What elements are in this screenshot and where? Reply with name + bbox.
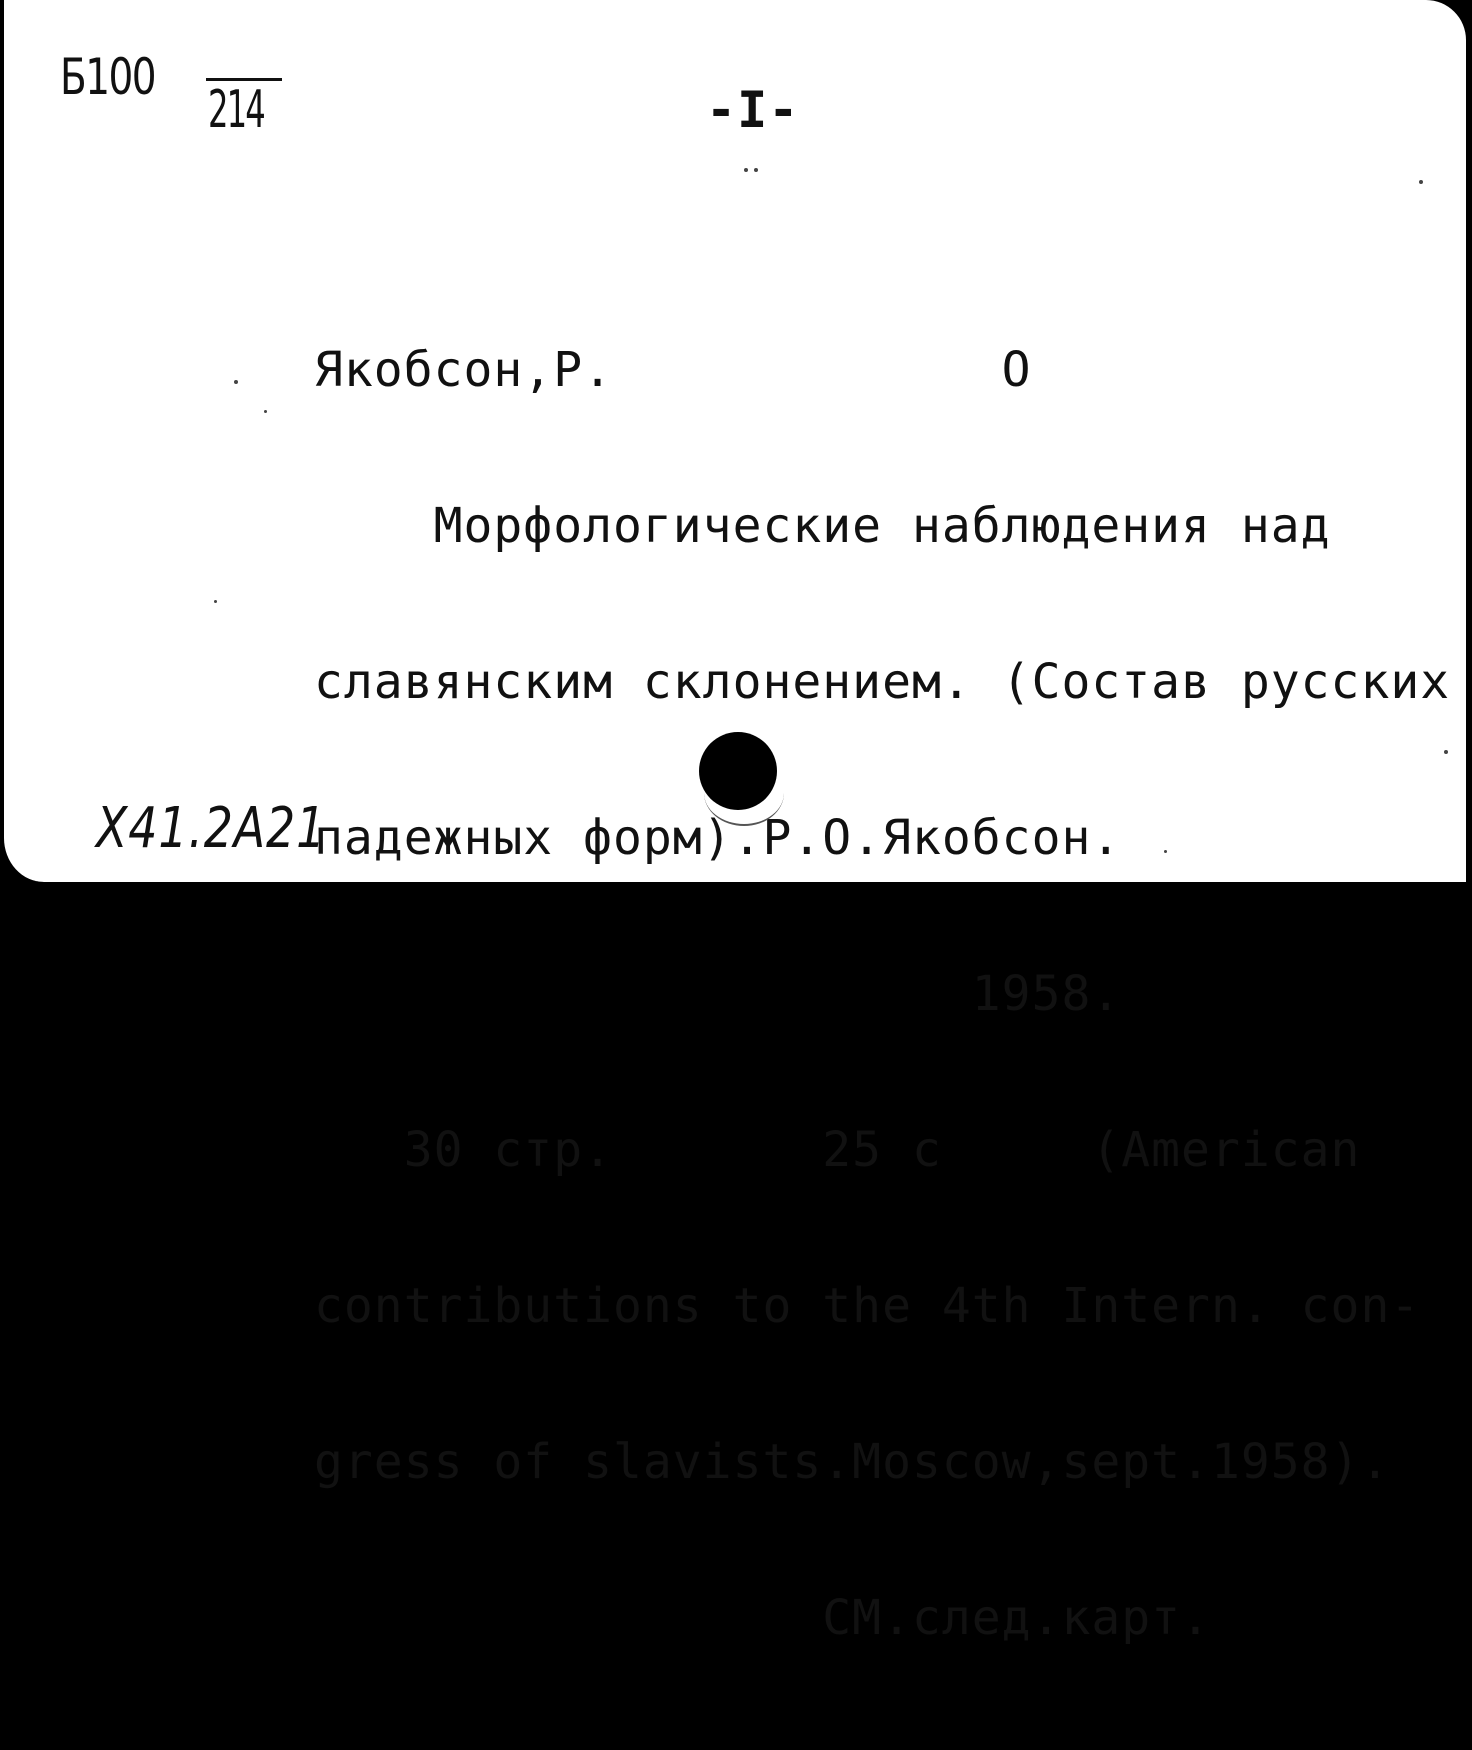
call-number-fraction <box>200 62 292 152</box>
scan-speck <box>234 380 238 384</box>
call-number-top: Б100 <box>60 48 155 106</box>
scan-speck <box>264 410 267 413</box>
punch-hole <box>699 732 777 810</box>
call-number-bottom: Х41.2А21 <box>96 796 327 861</box>
card-line-see-next: СМ.след.карт. <box>314 1590 1211 1646</box>
scan-speck <box>1444 750 1448 754</box>
scan-speck <box>1419 180 1423 184</box>
card-body <box>314 240 1450 1748</box>
card-line-pages: 30 стр. 25 с (American <box>314 1122 1361 1178</box>
card-line-title-1: Морфологические наблюдения над <box>314 498 1331 554</box>
card-line-year: 1958. <box>314 966 1122 1022</box>
scan-speck <box>214 600 217 603</box>
scan-speck <box>744 168 748 172</box>
page-number: -I- <box>706 81 800 139</box>
scan-speck <box>754 168 758 172</box>
card-line-title-2: славянским склонением. (Состав русских <box>314 654 1451 710</box>
card-line-series-1: contributions to the 4th Intern. con- <box>314 1278 1421 1334</box>
card-line-series-2: gress of slavists.Moscow,sept.1958). <box>314 1434 1391 1490</box>
card-line-author: Якобсон,Р. О <box>314 342 1032 398</box>
call-number-fraction-value: 214 <box>208 80 264 140</box>
scan-speck <box>1164 850 1167 853</box>
card-line-title-3: падежных форм).Р.О.Якобсон. <box>314 810 1122 866</box>
